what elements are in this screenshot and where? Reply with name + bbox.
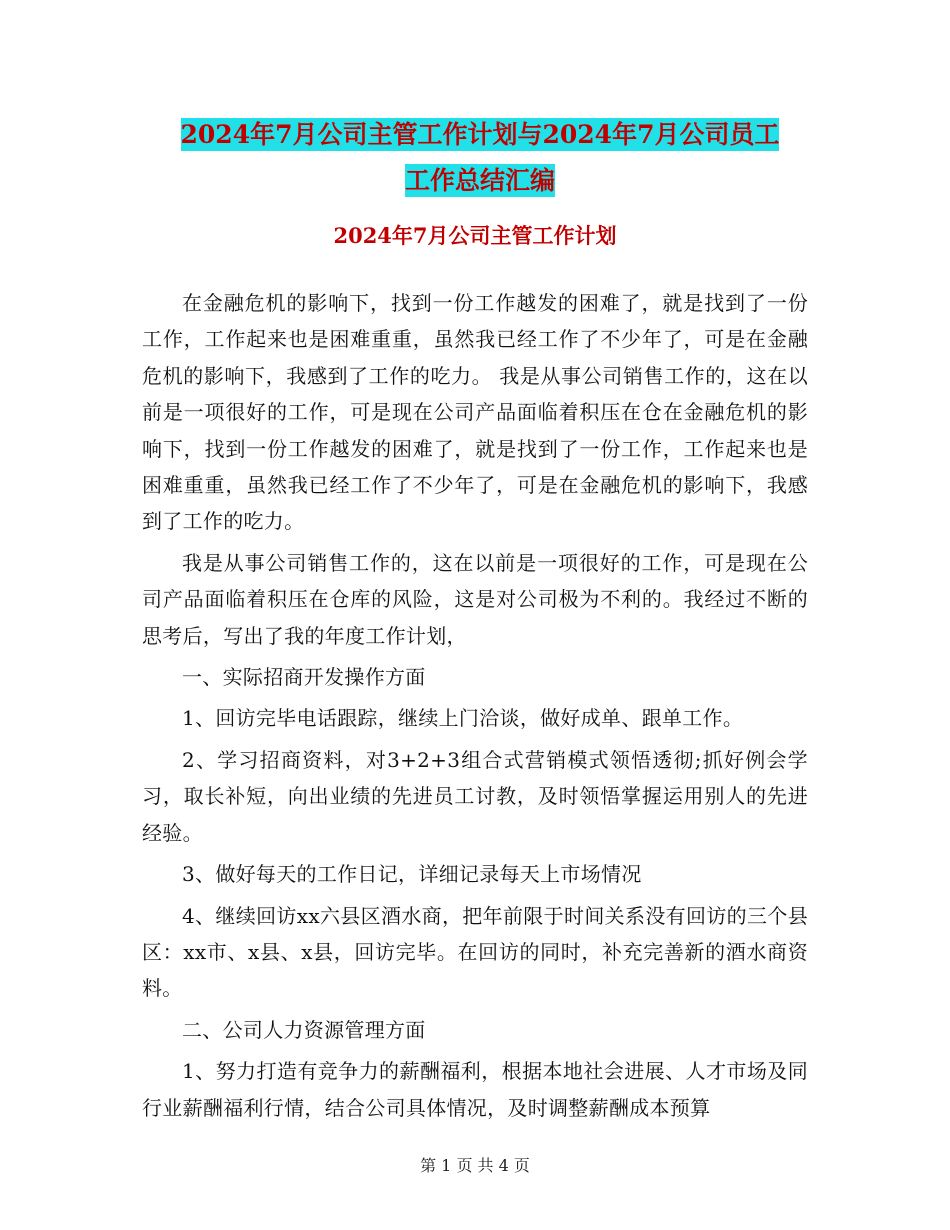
document-main-title (150, 112, 810, 204)
list-item: 2、学习招商资料，对3+2+3组合式营销模式领悟透彻;抓好例会学习，取长补短，向出业绩的先进员工讨教，及时领悟掌握运用别人的先进经验。 (142, 747, 808, 845)
section-heading: 一、实际招商开发操作方面 (182, 665, 426, 690)
section-title: 2024年7月公司主管工作计划 (333, 223, 617, 248)
list-item: 1、回访完毕电话跟踪，继续上门洽谈，做好成单、跟单工作。 (182, 706, 744, 731)
paragraph: 我是从事公司销售工作的，这在以前是一项很好的工作，可是现在公司产品面临着积压在仓库的风险，这是对公司极为不利的。我经过不断的思考后，写出了我的年度工作计划， (142, 550, 808, 648)
paragraph: 在金融危机的影响下，找到一份工作越发的困难了，就是找到了一份工作，工作起来也是困难重重，虽然我已经工作了不少年了，可是在金融危机的影响下，我感到了工作的吃力。 我是从事公司销售工作的，这在以前是一项很好的工作，可是现在公司产品面临着积压在仓在金融危机的影响下，找到一份工作越发的困难了，就是找到了一份工作，工作起来也是困难重重，虽然我已经工作了不少年了，可是在金融危机的影响下，我感到了工作的吃力。 (142, 291, 808, 534)
page-footer: 第 1 页 共 4 页 (420, 1156, 530, 1175)
list-item: 4、继续回访xx六县区酒水商，把年前限于时间关系没有回访的三个县区：xx市、x县、x县，回访完毕。在回访的同时，补充完善新的酒水商资料。 (142, 903, 808, 1001)
list-item: 1、努力打造有竞争力的薪酬福利，根据本地社会进展、人才市场及同行业薪酬福利行情，结合公司具体情况，及时调整薪酬成本预算 (142, 1059, 808, 1120)
main-title-line-1: 2024年7月公司主管工作计划与2024年7月公司员工 (180, 120, 780, 149)
section-heading: 二、公司人力资源管理方面 (182, 1017, 426, 1042)
main-title-line-2: 工作总结汇编 (404, 166, 555, 195)
document-body (142, 285, 808, 1131)
list-item: 3、做好每天的工作日记，详细记录每天上市场情况 (182, 862, 642, 887)
